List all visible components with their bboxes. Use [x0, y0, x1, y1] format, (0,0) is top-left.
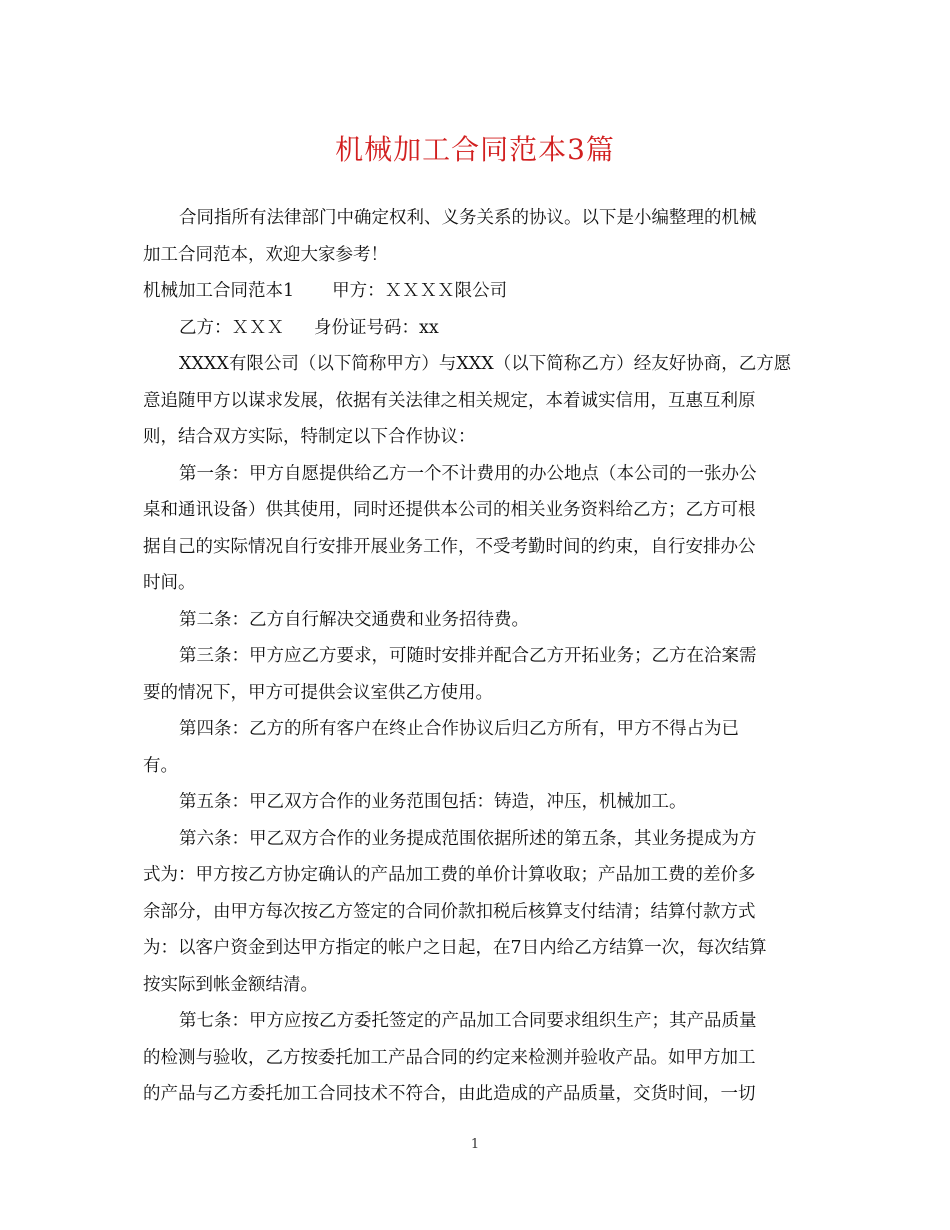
paragraph-line: 第一条：甲方自愿提供给乙方一个不计费用的办公地点（本公司的一张办公 — [179, 463, 757, 484]
paragraph-line: 第三条：甲方应乙方要求，可随时安排并配合乙方开拓业务；乙方在洽案需 — [179, 646, 757, 666]
paragraph-line: 则，结合双方实际，特制定以下合作协议： — [143, 427, 476, 447]
page-number: 1 — [470, 1137, 480, 1152]
paragraph-line: 按实际到帐金额结清。 — [143, 974, 318, 995]
intro-line: 加工合同范本，欢迎大家参考！ — [143, 244, 388, 265]
intro-paragraph-cont — [143, 237, 813, 274]
article-6 — [143, 821, 813, 1004]
paragraph-line: 第六条：甲乙双方合作的业务提成范围依据所述的第五条，其业务提成为方 — [179, 828, 757, 849]
paragraph-line: 式为：甲方按乙方协定确认的产品加工费的单价计算收取；产品加工费的差价多 — [143, 865, 756, 885]
paragraph-line: XXXX有限公司（以下简称甲方）与XXX（以下简称乙方）经友好协商，乙方愿 — [179, 354, 792, 374]
document-title: 机械加工合同范本3篇 — [335, 133, 615, 166]
article-7 — [143, 1003, 813, 1113]
paragraph-line: 第二条：乙方自行解决交通费和业务招待费。 — [179, 609, 529, 630]
paragraph-line: 的产品与乙方委托加工合同技术不符合，由此造成的产品质量，交货时间，一切 — [143, 1084, 756, 1104]
paragraph-line: 意追随甲方以谋求发展，依据有关法律之相关规定，本着诚实信用，互惠互利原 — [143, 390, 756, 411]
intro-line: 合同指所有法律部门中确定权利、义务关系的协议。以下是小编整理的机械 — [179, 208, 757, 228]
article-4 — [143, 711, 813, 784]
paragraph-line: 第五条：甲乙双方合作的业务范围包括：铸造，冲压，机械加工。 — [179, 792, 687, 812]
paragraph-line: 桌和通讯设备）供其使用，同时还提供本公司的相关业务资料给乙方；乙方可根 — [143, 500, 756, 520]
document-body — [143, 200, 813, 1113]
paragraph-line: 有。 — [143, 755, 178, 776]
article-1 — [143, 456, 813, 602]
party-b-row — [143, 310, 813, 347]
paragraph-line: 的检测与验收，乙方按委托加工产品合同的约定来检测并验收产品。如甲方加工 — [143, 1047, 756, 1068]
paragraph-line: 时间。 — [143, 573, 196, 593]
intro-paragraph — [143, 200, 813, 237]
paragraph-line: 第四条：乙方的所有客户在终止合作协议后归乙方所有，甲方不得占为已 — [179, 719, 739, 739]
party-b: 乙方：ＸＸＸ — [179, 317, 284, 338]
paragraph-line: 第七条：甲方应按乙方委托签定的产品加工合同要求组织生产；其产品质量 — [179, 1011, 757, 1031]
article-2 — [143, 602, 813, 639]
article-3 — [143, 638, 813, 711]
party-a: 甲方：ＸＸＸＸ限公司 — [332, 281, 508, 301]
contract1-heading: 机械加工合同范本1 — [143, 281, 295, 301]
contract1-heading-row — [143, 273, 813, 310]
id-number: 身份证号码：xx — [314, 317, 439, 338]
paragraph-line: 为：以客户资金到达甲方指定的帐户之日起，在7日内给乙方结算一次，每次结算 — [143, 938, 767, 958]
paragraph-line: 余部分，由甲方每次按乙方签定的合同价款扣税后核算支付结清；结算付款方式 — [143, 901, 756, 922]
article-5 — [143, 784, 813, 821]
preamble-paragraph — [143, 346, 813, 456]
paragraph-line: 要的情况下，甲方可提供会议室供乙方使用。 — [143, 682, 493, 703]
paragraph-line: 据自己的实际情况自行安排开展业务工作，不受考勤时间的约束，自行安排办公 — [143, 536, 756, 557]
